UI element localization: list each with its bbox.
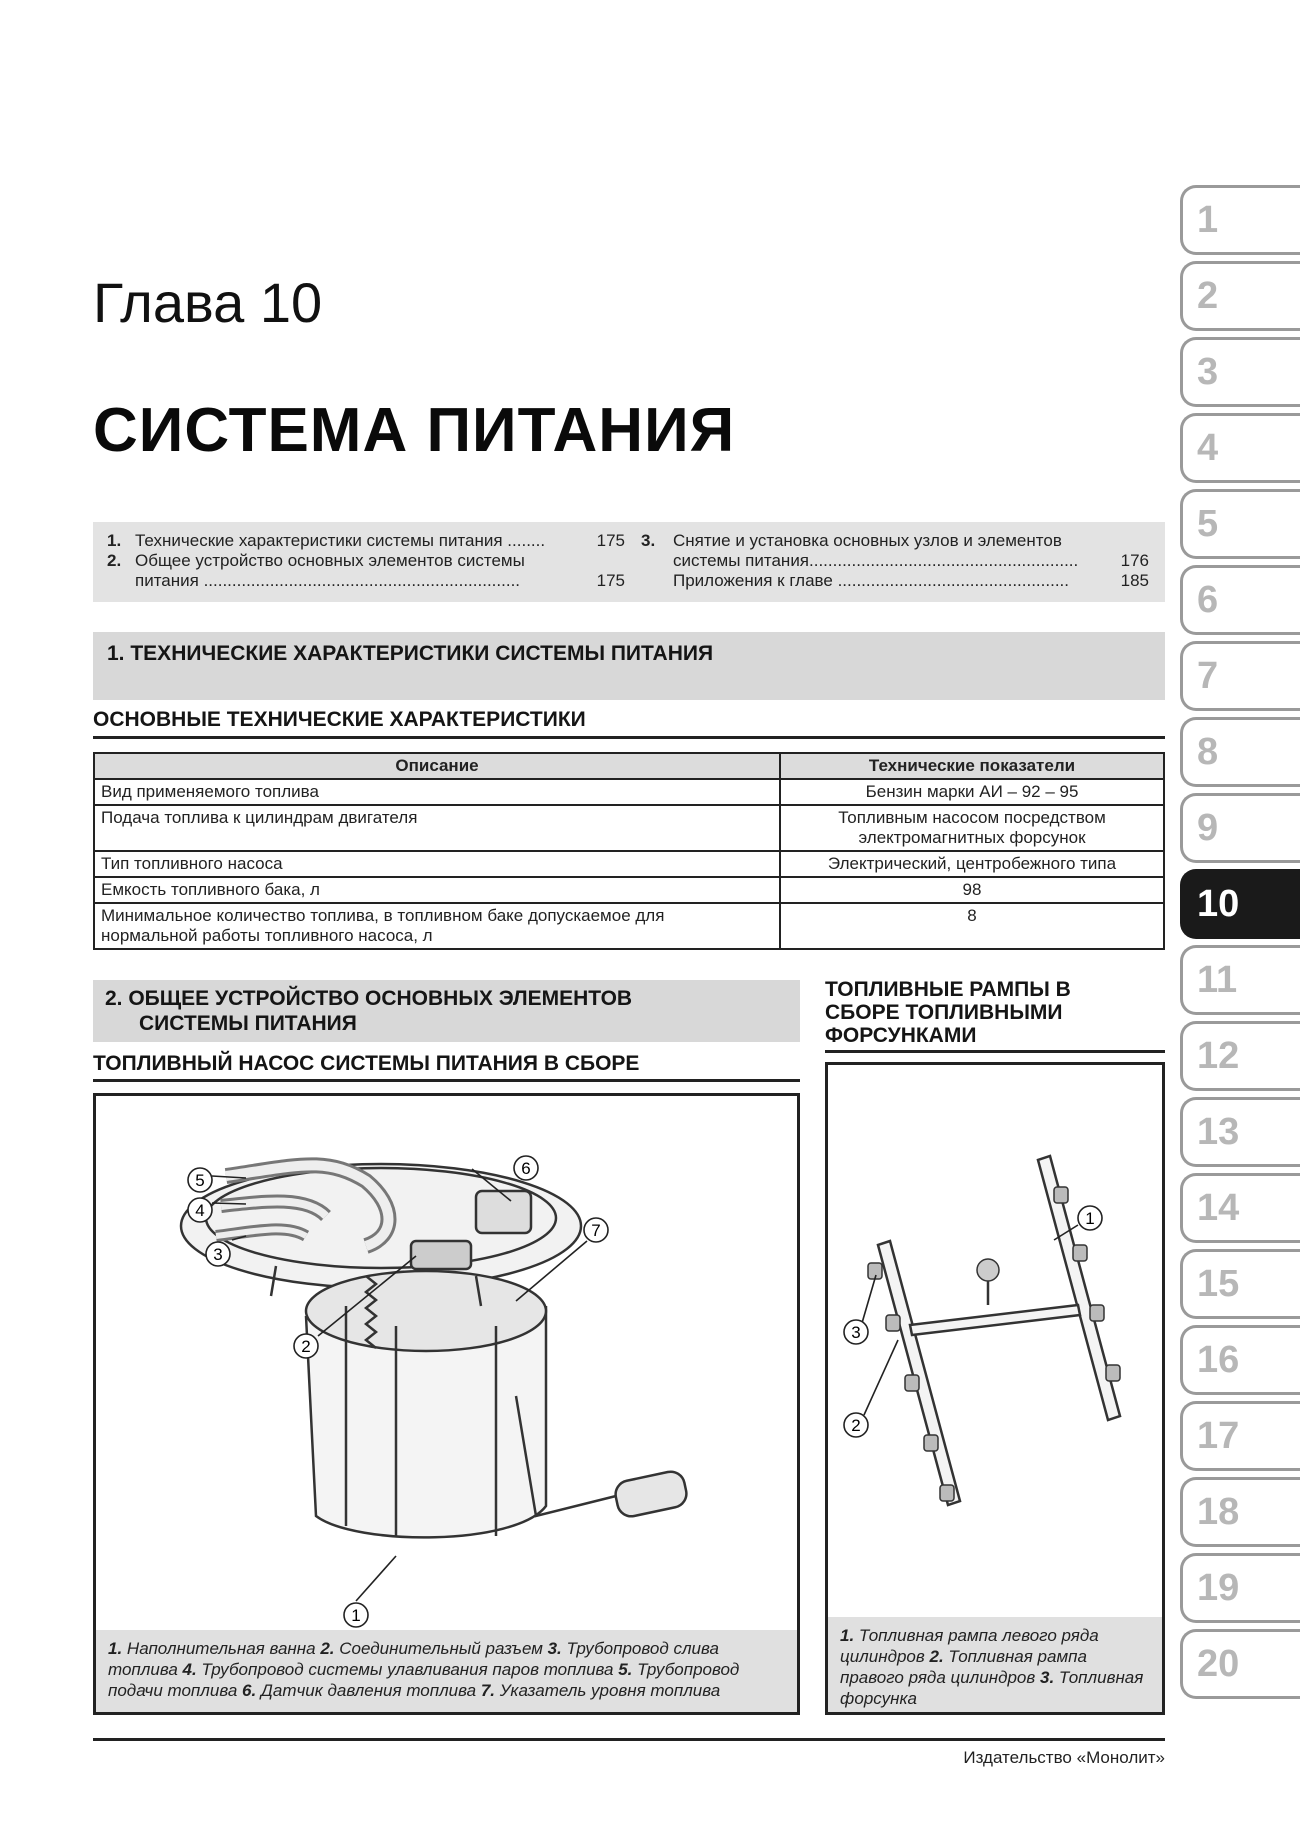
- svg-text:6: 6: [521, 1159, 531, 1178]
- callout-3: [206, 1242, 230, 1266]
- chapter-toc: 1. Технические характеристики системы питания ........ 175 2. Общее устройство основных элементов системы питания ................................................................... 175 3. Снятие и установка основных узлов и элементов системы питания......................................................... 176 Приложения к главе ................................................. 185: [93, 522, 1165, 602]
- chapter-tab-1[interactable]: 1: [1180, 185, 1300, 255]
- callout-2: [294, 1334, 318, 1358]
- svg-text:1: 1: [351, 1606, 361, 1625]
- toc-entry-2[interactable]: 2. Общее устройство основных элементов системы питания ................................................................... 175: [107, 551, 625, 590]
- fuel-rails-figure: [825, 1062, 1165, 1715]
- section-2-heading: 2. ОБЩЕЕ УСТРОЙСТВО ОСНОВНЫХ ЭЛЕМЕНТОВ СИСТЕМЫ ПИТАНИЯ: [93, 980, 800, 1042]
- fuel-rails-illustration: [828, 1065, 1162, 1617]
- chapter-title: СИСТЕМА ПИТАНИЯ: [93, 396, 736, 465]
- chapter-label: Глава 10: [93, 271, 323, 334]
- svg-text:2: 2: [851, 1416, 861, 1435]
- fuel-pump-subheading: ТОПЛИВНЫЙ НАСОС СИСТЕМЫ ПИТАНИЯ В СБОРЕ: [93, 1052, 800, 1082]
- svg-text:7: 7: [591, 1221, 601, 1240]
- svg-text:1: 1: [1085, 1209, 1095, 1228]
- rail-callout-1: [1078, 1206, 1102, 1230]
- toc-entry-3[interactable]: 3. Снятие и установка основных узлов и элементов системы питания......................................................... 176: [641, 531, 1149, 570]
- chapter-tab-11[interactable]: 11: [1180, 945, 1300, 1015]
- table-row: Вид применяемого топлива Бензин марки АИ – 92 – 95: [94, 779, 1164, 805]
- chapter-tab-8[interactable]: 8: [1180, 717, 1300, 787]
- fuel-rails-caption: 1. Топливная рампа левого ряда цилиндров 2. Топливная рампа правого ряда цилиндров 3. Топливная форсунка: [828, 1617, 1162, 1712]
- publisher: Издательство «Монолит»: [963, 1748, 1165, 1767]
- chapter-tab-6[interactable]: 6: [1180, 565, 1300, 635]
- chapter-tab-4[interactable]: 4: [1180, 413, 1300, 483]
- chapter-tab-16[interactable]: 16: [1180, 1325, 1300, 1395]
- callout-4: [188, 1198, 212, 1222]
- chapter-tab-20[interactable]: 20: [1180, 1629, 1300, 1699]
- spec-header-description: Описание: [94, 753, 780, 779]
- chapter-tab-18[interactable]: 18: [1180, 1477, 1300, 1547]
- chapter-tab-3[interactable]: 3: [1180, 337, 1300, 407]
- fuel-rails-heading: ТОПЛИВНЫЕ РАМПЫ В СБОРЕ ТОПЛИВНЫМИ ФОРСУНКАМИ: [825, 978, 1165, 1053]
- chapter-tab-7[interactable]: 7: [1180, 641, 1300, 711]
- callout-1: [344, 1603, 368, 1627]
- chapter-tab-13[interactable]: 13: [1180, 1097, 1300, 1167]
- footer-rule: [93, 1738, 1165, 1741]
- spec-table: [93, 752, 1165, 950]
- chapter-tab-14[interactable]: 14: [1180, 1173, 1300, 1243]
- spec-header-values: Технические показатели: [780, 753, 1164, 779]
- chapter-tab-19[interactable]: 19: [1180, 1553, 1300, 1623]
- chapter-tab-15[interactable]: 15: [1180, 1249, 1300, 1319]
- chapter-tab-17[interactable]: 17: [1180, 1401, 1300, 1471]
- svg-text:3: 3: [213, 1245, 223, 1264]
- rail-callout-2: [844, 1413, 868, 1437]
- chapter-tab-5[interactable]: 5: [1180, 489, 1300, 559]
- fuel-pump-illustration: [96, 1096, 797, 1630]
- table-row: Минимальное количество топлива, в топливном баке допускаемое для нормальной работы топливного насоса, л 8: [94, 903, 1164, 949]
- chapter-tab-10[interactable]: 10: [1180, 869, 1300, 939]
- chapter-tab-2[interactable]: 2: [1180, 261, 1300, 331]
- chapter-tab-9[interactable]: 9: [1180, 793, 1300, 863]
- svg-text:2: 2: [301, 1337, 311, 1356]
- callout-6: [514, 1156, 538, 1180]
- table-row: Подача топлива к цилиндрам двигателя Топливным насосом посредством электромагнитных форсунок: [94, 805, 1164, 851]
- section-1-heading: 1. ТЕХНИЧЕСКИЕ ХАРАКТЕРИСТИКИ СИСТЕМЫ ПИТАНИЯ: [93, 632, 1165, 700]
- chapter-tab-12[interactable]: 12: [1180, 1021, 1300, 1091]
- svg-text:4: 4: [195, 1201, 205, 1220]
- callout-5: [188, 1168, 212, 1192]
- fuel-pump-figure: [93, 1093, 800, 1715]
- rail-callout-3: [844, 1320, 868, 1344]
- specs-subheading: ОСНОВНЫЕ ТЕХНИЧЕСКИЕ ХАРАКТЕРИСТИКИ: [93, 708, 1165, 739]
- svg-text:3: 3: [851, 1323, 861, 1342]
- callout-7: [584, 1218, 608, 1242]
- fuel-pump-caption: 1. Наполнительная ванна 2. Соединительный разъем 3. Трубопровод слива топлива 4. Трубопровод системы улавливания паров топлива 5. Трубопровод подачи топлива 6. Датчик давления топлива 7. Указатель уровня топлива: [96, 1630, 797, 1712]
- svg-text:5: 5: [195, 1171, 205, 1190]
- table-row: Емкость топливного бака, л 98: [94, 877, 1164, 903]
- table-row: Тип топливного насоса Электрический, центробежного типа: [94, 851, 1164, 877]
- chapter-tabs: [1180, 185, 1300, 1705]
